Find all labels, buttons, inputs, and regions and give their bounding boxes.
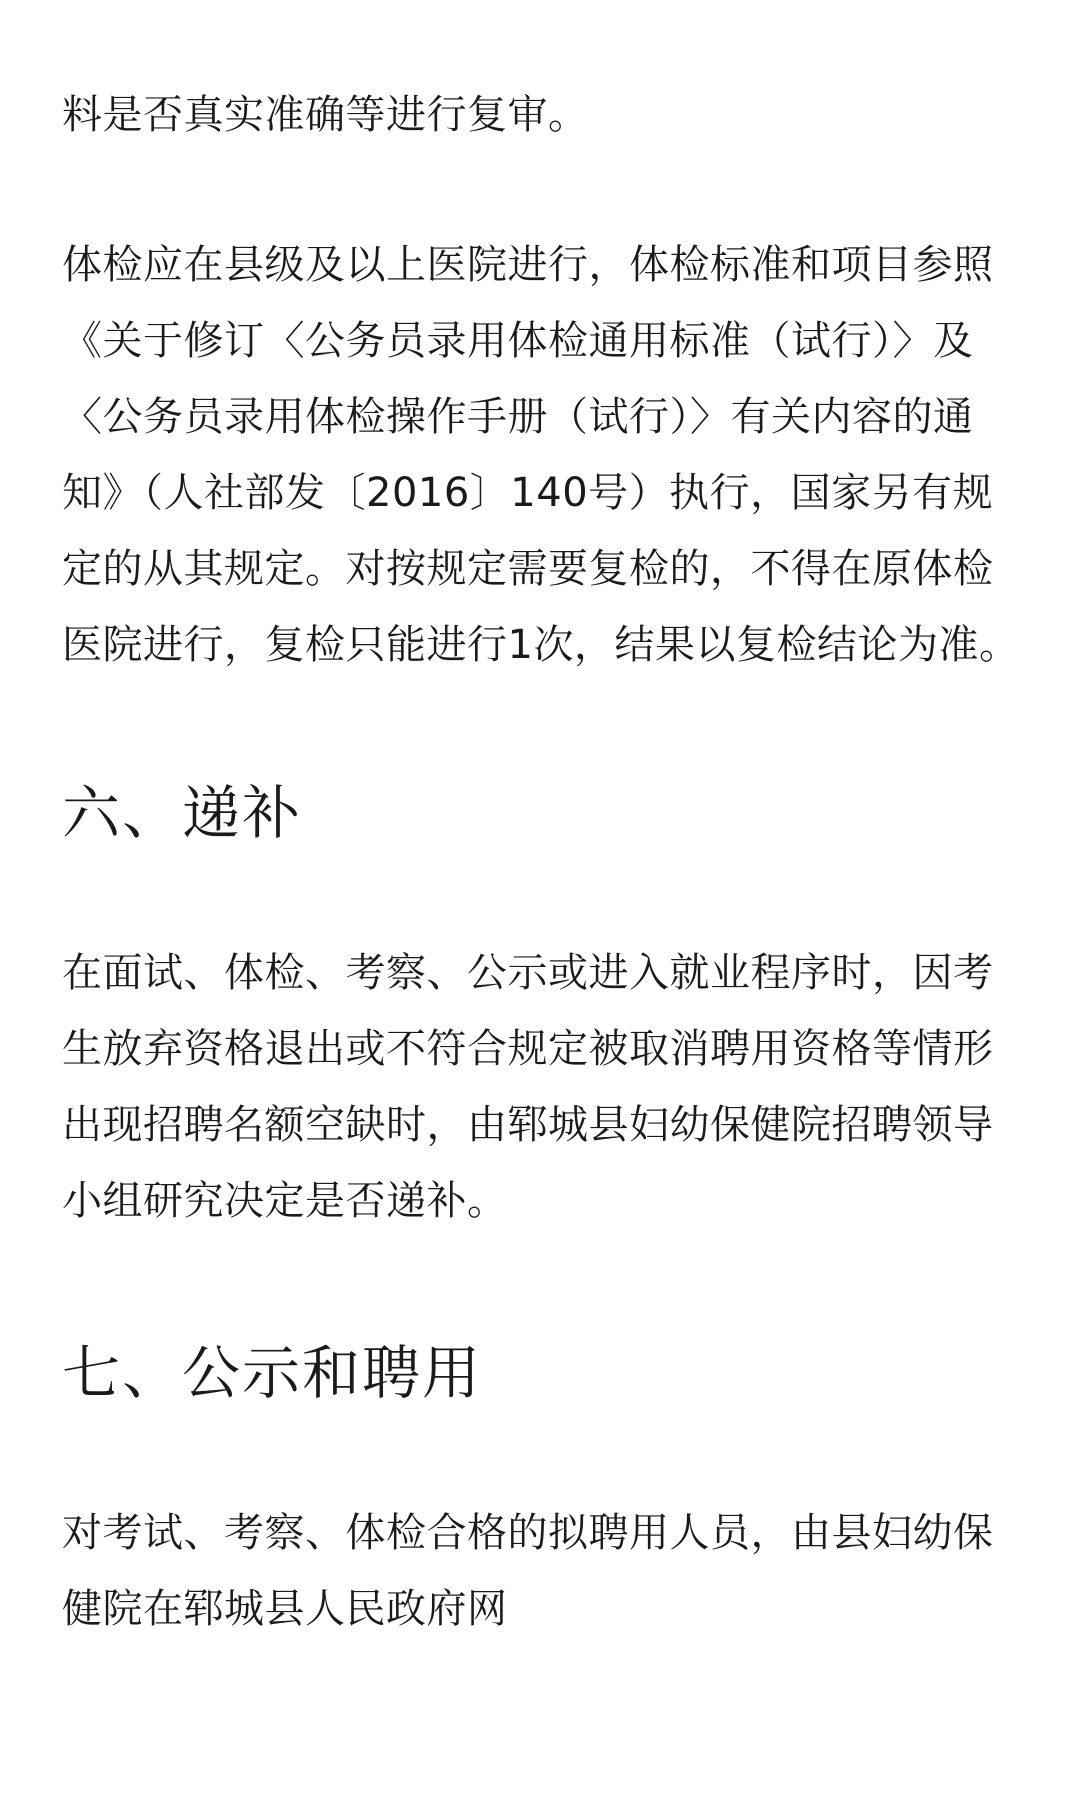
article-body — [62, 0, 1022, 1647]
paragraph-substitution: 在面试、体检、考察、公示或进入就业程序时，因考生放弃资格退出或不符合规定被取消聘用资格等情形出现招聘名额空缺时，由郓城县妇幼保健院招聘领导小组研究决定是否递补。 — [62, 950, 994, 1224]
section-heading-substitution: 六、递补 — [62, 779, 303, 847]
paragraph-review-tail: 料是否真实准确等进行复审。 — [62, 92, 589, 138]
paragraph-medical-exam: 体检应在县级及以上医院进行，体检标准和项目参照《关于修订〈公务员录用体检通用标准（试行）〉及〈公务员录用体检操作手册（试行）〉有关内容的通知》（人社部发〔2016〕140号）执行，国家另有规定的从其规定。对按规定需要复检的，不得在原体检医院进行，复检只能进行1次，结果以复检结论为准。 — [62, 242, 1020, 668]
section-heading-publicity-hiring: 七、公示和聘用 — [62, 1339, 483, 1407]
paragraph-publicity-hiring: 对考试、考察、体检合格的拟聘用人员，由县妇幼保健院在郓城县人民政府网 — [62, 1510, 994, 1632]
